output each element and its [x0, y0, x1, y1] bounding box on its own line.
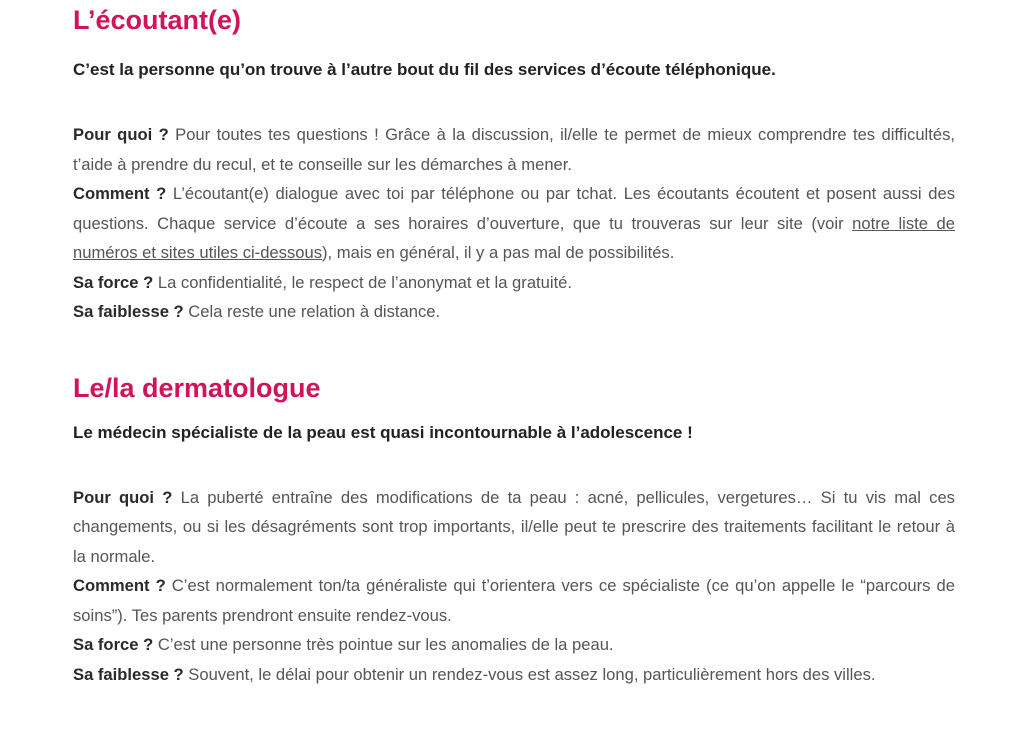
faiblesse-label: Sa faiblesse ?: [73, 302, 184, 321]
comment-line: [73, 179, 955, 268]
pour-quoi-line: [73, 483, 955, 572]
section-lead-ecoutant: C’est la personne qu’on trouve à l’autre bout du fil des services d’écoute téléphonique.: [73, 60, 776, 79]
comment-text-before: L’écoutant(e) dialogue avec toi par téléphone ou par tchat. Les écoutants écoutent et posent aussi des questions. Chaque service d’écoute a ses horaires d’ouverture, que tu trouveras sur leur site (voir: [73, 184, 955, 233]
section-title-dermatologue: Le/la dermatologue: [73, 372, 321, 403]
pour-quoi-line: [73, 120, 955, 179]
force-label: Sa force ?: [73, 272, 154, 292]
faiblesse-text: Souvent, le délai pour obtenir un rendez-vous est assez long, particulièrement hors des villes.: [183, 664, 876, 684]
useful-numbers-link[interactable]: notre liste de numéros et sites utiles ci-dessous: [73, 213, 955, 262]
section-body-dermatologue: [73, 483, 955, 690]
faiblesse-label: Sa faiblesse ?: [73, 664, 184, 684]
article-content: [73, 0, 955, 689]
pour-quoi-text: La puberté entraîne des modifications de ta peau : acné, pellicules, vergetures… Si tu vis mal ces changements, ou si les désagréments sont trop importants, il/elle peut te prescrire des traitements facilitant le retour à la normale.: [73, 487, 955, 566]
faiblesse-line: [73, 297, 955, 327]
force-label: Sa force ?: [73, 635, 154, 654]
comment-text: C’est normalement ton/ta généraliste qui t’orientera vers ce spécialiste (ce qu’on appelle le “parcours de soins”). Tes parents prendront ensuite rendez-vous.: [73, 576, 956, 625]
section-lead-dermatologue: Le médecin spécialiste de la peau est quasi incontournable à l’adolescence !: [73, 422, 693, 442]
faiblesse-text: Cela reste une relation à distance.: [183, 302, 441, 321]
comment-text-after: ), mais en général, il y a pas mal de possibilités.: [322, 243, 675, 262]
force-line: [73, 630, 955, 660]
pour-quoi-label: Pour quoi ?: [73, 125, 169, 144]
force-text: La confidentialité, le respect de l’anonymat et la gratuité.: [153, 272, 573, 292]
pour-quoi-text: Pour toutes tes questions ! Grâce à la discussion, il/elle te permet de mieux comprendre tes difficultés, t’aide à prendre du recul, et te conseille sur les démarches à mener.: [73, 125, 955, 174]
section-body-ecoutant: [73, 120, 955, 327]
pour-quoi-label: Pour quoi ?: [73, 487, 173, 507]
faiblesse-line: [73, 660, 955, 690]
comment-line: [73, 571, 955, 630]
force-line: [73, 268, 955, 298]
comment-label: Comment ?: [73, 576, 166, 595]
force-text: C’est une personne très pointue sur les anomalies de la peau.: [153, 635, 614, 654]
comment-label: Comment ?: [73, 184, 167, 203]
section-title-ecoutant: L’écoutant(e): [73, 5, 242, 35]
